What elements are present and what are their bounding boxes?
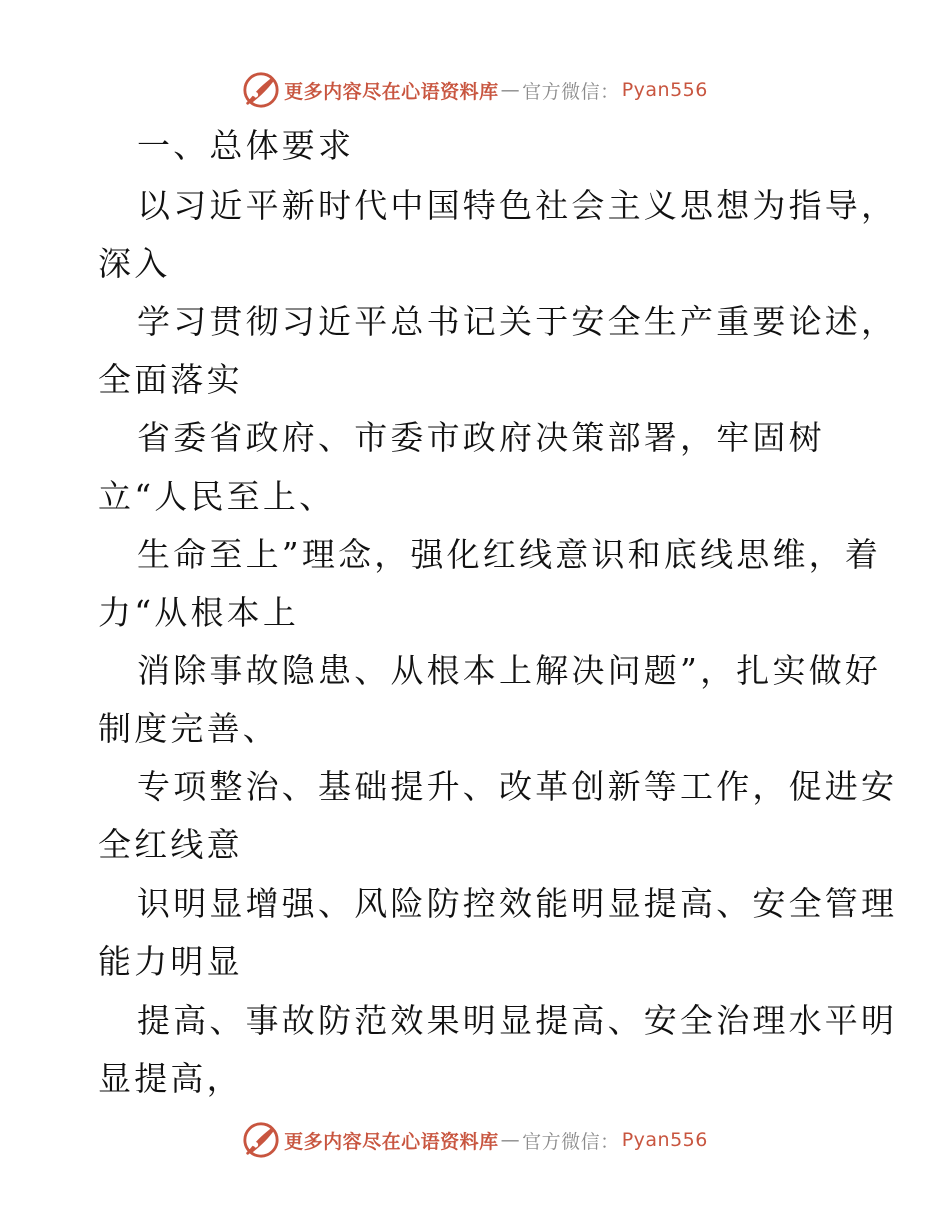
paragraph-line: 制度完善、	[98, 709, 279, 748]
paragraph-line: 学习贯彻习近平总书记关于安全生产重要论述，	[137, 302, 898, 341]
paragraph-line: 显提高，	[98, 1059, 243, 1098]
paragraph-line: 立“人民至上、	[98, 477, 336, 516]
paragraph-line: 深入	[98, 244, 171, 283]
watermark-account: Pyan556	[621, 79, 708, 101]
watermark-separator: —	[500, 79, 521, 101]
paragraph-line: 全面落实	[98, 360, 243, 399]
watermark-site-name: 更多内容尽在心语资料库	[284, 1130, 499, 1153]
paragraph-line: 消除事故隐患、从根本上解决问题”，扎实做好	[137, 651, 882, 690]
paragraph-line: 能力明显	[98, 942, 243, 981]
watermark-separator: —	[500, 1129, 521, 1151]
watermark-account: Pyan556	[621, 1129, 708, 1151]
paragraph-line: 识明显增强、风险防控效能明显提高、安全管理	[137, 884, 898, 923]
paragraph-line: 省委省政府、市委市政府决策部署，牢固树	[137, 418, 825, 457]
paragraph-line: 生命至上”理念，强化红线意识和底线思维，着	[137, 535, 882, 574]
watermark-site-name: 更多内容尽在心语资料库	[284, 80, 499, 103]
paragraph-line: 力“从根本上	[98, 593, 300, 632]
watermark-footer	[0, 1120, 950, 1160]
section-heading: 一、总体要求	[137, 126, 355, 165]
pen-nib-icon	[242, 1121, 280, 1159]
paragraph-line: 全红线意	[98, 825, 243, 864]
paragraph-line: 以习近平新时代中国特色社会主义思想为指导，	[137, 186, 898, 225]
watermark-label: 官方微信：	[522, 80, 620, 103]
watermark-label: 官方微信：	[522, 1130, 620, 1153]
paragraph-line: 专项整治、基础提升、改革创新等工作，促进安	[137, 767, 898, 806]
paragraph-line: 提高、事故防范效果明显提高、安全治理水平明	[137, 1001, 898, 1040]
